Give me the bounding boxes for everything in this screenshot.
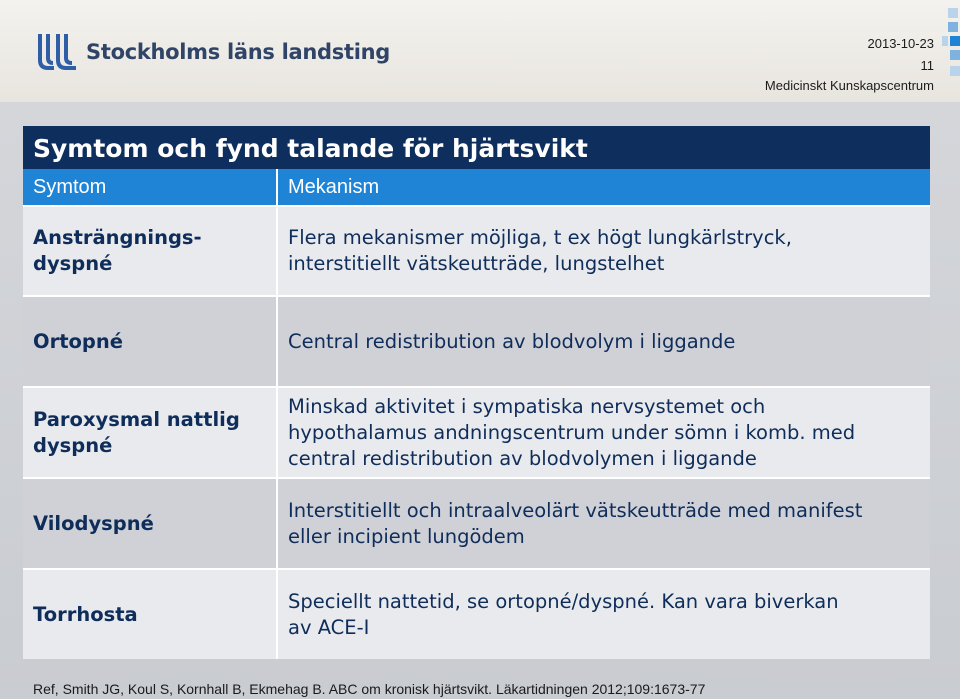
symptom-cell <box>23 569 277 659</box>
symptom-cell <box>23 206 277 296</box>
page-number: 11 <box>920 58 934 73</box>
slide-title: Symtom och fynd talande för hjärtsvikt <box>23 126 930 169</box>
column-header-symptom: Symtom <box>23 169 277 206</box>
mechanism-text: hypothalamus andningscentrum under sömn i komb. med <box>288 420 856 444</box>
mechanism-text: Interstitiellt och intraalveolärt vätskeutträde med manifest <box>288 498 863 522</box>
mechanism-cell <box>277 478 930 569</box>
mechanism-text: Central redistribution av blodvolym i liggande <box>288 329 736 353</box>
table-row <box>23 569 930 659</box>
symptom-text: Ansträngnings- <box>33 226 202 249</box>
mechanism-text: central redistribution av blodvolymen i liggande <box>288 446 757 470</box>
mechanism-cell <box>277 206 930 296</box>
table-row <box>23 206 930 296</box>
mechanism-text: eller incipient lungödem <box>288 524 525 548</box>
table-row <box>23 387 930 478</box>
table-header-row <box>23 169 930 206</box>
symptom-text: Ortopné <box>33 329 123 353</box>
mechanism-text: Minskad aktivitet i sympatiska nervsystemet och <box>288 394 766 418</box>
symptom-cell <box>23 387 277 478</box>
mechanism-text: av ACE-I <box>288 615 370 639</box>
mechanism-text: interstitiellt vätskeutträde, lungstelhet <box>288 252 665 275</box>
organization-name: Medicinskt Kunskapscentrum <box>764 78 934 93</box>
mechanism-cell <box>277 569 930 659</box>
sll-logo-icon <box>32 30 80 74</box>
slide-header <box>0 0 960 102</box>
sll-logo <box>32 30 390 74</box>
symptom-cell <box>23 296 277 387</box>
symptom-text: Torrhosta <box>33 602 138 626</box>
symptom-text: Paroxysmal nattlig <box>33 407 240 431</box>
symptom-text: dyspné <box>33 433 113 457</box>
table-row <box>23 296 930 387</box>
symptom-text: dyspné <box>33 252 113 275</box>
mechanism-cell <box>277 296 930 387</box>
column-header-mechanism: Mekanism <box>277 169 930 206</box>
symptom-cell <box>23 478 277 569</box>
header-date: 2013-10-23 <box>867 36 934 51</box>
logo-text: Stockholms läns landsting <box>86 40 390 64</box>
mechanism-cell <box>277 387 930 478</box>
mechanism-text: Speciellt nattetid, se ortopné/dyspné. Kan vara biverkan <box>288 589 839 613</box>
symptom-text: Vilodyspné <box>33 511 154 535</box>
mechanism-text: Flera mekanismer möjliga, t ex högt lungkärlstryck, <box>288 226 792 249</box>
reference-footnote: Ref, Smith JG, Koul S, Kornhall B, Ekmehag B. ABC om kronisk hjärtsvikt. Läkartidningen 2012;109:1673-77 <box>33 681 706 697</box>
symptom-table <box>23 169 930 659</box>
table-row <box>23 478 930 569</box>
